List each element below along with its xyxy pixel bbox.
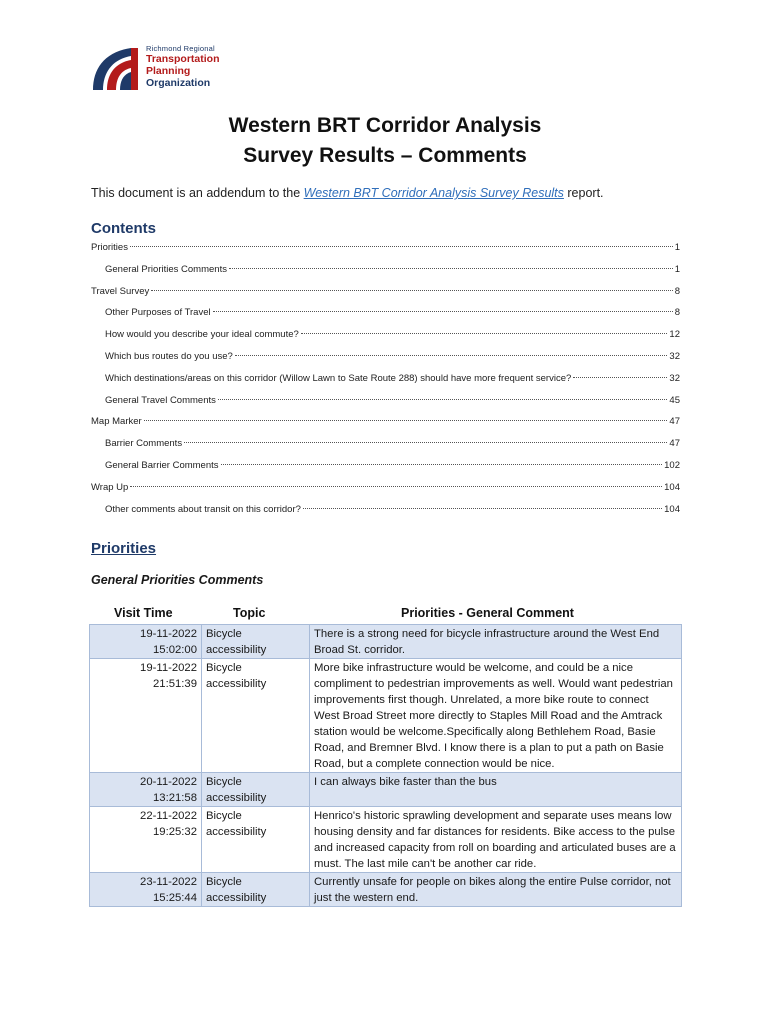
toc-leader <box>229 268 673 269</box>
topic-line1: Bicycle <box>206 662 242 674</box>
toc-entry-destinations[interactable] <box>91 370 680 392</box>
topic-line2: accessibility <box>206 792 267 804</box>
toc-entry-ideal-commute[interactable] <box>91 326 680 348</box>
visit-date: 20-11-2022 <box>140 776 197 788</box>
toc-label: Map Marker <box>91 416 142 428</box>
toc-entry-priorities[interactable] <box>91 239 680 261</box>
toc-entry-bus-routes[interactable] <box>91 348 680 370</box>
toc-page: 104 <box>664 503 680 515</box>
contents-heading: Contents <box>91 220 156 237</box>
topic-cell <box>202 625 310 659</box>
toc-entry-barrier-comments[interactable] <box>91 435 680 457</box>
toc-entry-general-priorities-comments[interactable] <box>91 261 680 283</box>
toc-leader <box>213 311 673 312</box>
visit-clock: 19:25:32 <box>153 826 197 838</box>
toc-page: 1 <box>674 263 680 275</box>
intro-paragraph <box>91 186 604 200</box>
priorities-heading: Priorities <box>91 540 157 557</box>
toc-entry-general-barrier-comments[interactable] <box>91 457 680 479</box>
visit-time-cell <box>90 659 202 773</box>
intro-before: This document is an addendum to the <box>91 186 304 200</box>
survey-results-link[interactable]: Western BRT Corridor Analysis Survey Results <box>303 186 564 200</box>
logo-line3: Planning <box>146 65 191 77</box>
topic-cell <box>202 807 310 873</box>
toc-entry-other-comments-transit[interactable] <box>91 501 680 523</box>
toc-label: General Travel Comments <box>105 394 216 406</box>
general-priorities-subheading: General Priorities Comments <box>91 573 264 587</box>
toc-page: 32 <box>669 372 680 384</box>
toc-page: 104 <box>664 481 680 493</box>
toc-page: 32 <box>669 350 680 362</box>
toc-label: Other Purposes of Travel <box>105 307 211 319</box>
topic-line1: Bicycle <box>206 628 242 640</box>
toc-leader <box>151 290 672 291</box>
toc-page: 12 <box>669 329 680 341</box>
logo-text <box>146 44 220 89</box>
toc-leader <box>130 246 673 247</box>
toc-leader <box>303 508 662 509</box>
toc-leader <box>301 333 668 334</box>
visit-date: 19-11-2022 <box>140 662 197 674</box>
toc-label: Which bus routes do you use? <box>105 350 233 362</box>
visit-date: 19-11-2022 <box>140 628 197 640</box>
toc-page: 8 <box>674 285 680 297</box>
toc-label: Wrap Up <box>91 481 129 493</box>
logo-line2: Transportation <box>146 53 220 65</box>
table-row <box>90 807 682 873</box>
comment-cell: Henrico's historic sprawling development and separate uses means low housing density and far distances for residents. Bike access to the pulse and increased capacity from roll on boarding and articulated buses are a must. The last mile can't be another car ride. <box>310 807 682 873</box>
toc-page: 8 <box>674 307 680 319</box>
table-row <box>90 625 682 659</box>
visit-clock: 15:02:00 <box>153 644 197 656</box>
toc-leader <box>144 420 668 421</box>
visit-date: 22-11-2022 <box>140 810 197 822</box>
visit-time-cell <box>90 873 202 907</box>
logo-line1: Richmond Regional <box>146 44 215 53</box>
toc-page: 47 <box>669 438 680 450</box>
title-line-2: Survey Results – Comments <box>243 144 527 167</box>
toc-page: 47 <box>669 416 680 428</box>
logo-swoosh-icon <box>91 46 139 92</box>
toc-entry-map-marker[interactable] <box>91 413 680 435</box>
visit-clock: 21:51:39 <box>153 678 197 690</box>
topic-line2: accessibility <box>206 826 267 838</box>
toc-page: 1 <box>674 242 680 253</box>
title-line-1: Western BRT Corridor Analysis <box>228 114 542 137</box>
comment-cell: More bike infrastructure would be welcome, and could be a nice compliment to pedestrian improvements as well. Would want pedestrian improvements first though. Unrelated, a more bike route to connect West Broad Street more directly to Staples Mill Road and the Amtrack station would be welcome.Specifically along Bethlehem Road, Basie Road, and Bremner Blvd. I know there is a plan to put a path on Basie Road, but a complete connection would be nice. <box>310 659 682 773</box>
intro-after: report. <box>563 186 604 200</box>
visit-time-cell <box>90 807 202 873</box>
table-row <box>90 659 682 773</box>
toc-leader <box>235 355 668 356</box>
toc-entry-general-travel-comments[interactable] <box>91 392 680 414</box>
topic-line2: accessibility <box>206 892 267 904</box>
comment-cell: I can always bike faster than the bus <box>310 773 682 807</box>
toc-label: How would you describe your ideal commute? <box>105 329 299 341</box>
logo-line4: Organization <box>146 77 211 89</box>
comment-cell: There is a strong need for bicycle infrastructure around the West End Broad St. corridor. <box>310 625 682 659</box>
document-title <box>0 111 770 171</box>
toc-entry-other-purposes[interactable] <box>91 304 680 326</box>
topic-cell <box>202 659 310 773</box>
header-visit-time: Visit Time <box>114 606 173 620</box>
toc-label: Barrier Comments <box>105 438 183 450</box>
toc-leader <box>221 464 663 465</box>
toc-page: 102 <box>664 459 680 471</box>
toc-label: General Barrier Comments <box>105 459 219 471</box>
toc-leader <box>218 399 668 400</box>
comment-cell: Currently unsafe for people on bikes along the entire Pulse corridor, not just the western end. <box>310 873 682 907</box>
toc-label: Priorities <box>91 242 128 253</box>
table-row <box>90 773 682 807</box>
toc-entry-wrap-up[interactable] <box>91 479 680 501</box>
table-of-contents <box>91 239 680 522</box>
toc-leader <box>184 442 667 443</box>
visit-time-cell <box>90 773 202 807</box>
visit-clock: 13:21:58 <box>153 792 197 804</box>
toc-leader <box>130 486 662 487</box>
visit-time-cell <box>90 625 202 659</box>
topic-cell <box>202 773 310 807</box>
header-comment: Priorities - General Comment <box>401 606 574 620</box>
rrtpo-logo <box>91 44 241 94</box>
topic-line2: accessibility <box>206 644 267 656</box>
toc-label: Other comments about transit on this corridor? <box>105 503 301 515</box>
visit-date: 23-11-2022 <box>140 876 197 888</box>
header-topic: Topic <box>233 606 266 620</box>
table-row <box>90 873 682 907</box>
topic-line1: Bicycle <box>206 776 242 788</box>
toc-page: 45 <box>669 394 680 406</box>
priorities-comments-table <box>89 624 682 907</box>
visit-clock: 15:25:44 <box>153 892 197 904</box>
toc-leader <box>573 377 667 378</box>
topic-cell <box>202 873 310 907</box>
topic-line1: Bicycle <box>206 810 242 822</box>
toc-label: Which destinations/areas on this corridor (Willow Lawn to Sate Route 288) should have more frequent service? <box>105 372 572 384</box>
topic-line2: accessibility <box>206 678 267 690</box>
topic-line1: Bicycle <box>206 876 242 888</box>
toc-label: General Priorities Comments <box>105 263 227 275</box>
toc-label: Travel Survey <box>91 285 150 297</box>
toc-entry-travel-survey[interactable] <box>91 283 680 305</box>
